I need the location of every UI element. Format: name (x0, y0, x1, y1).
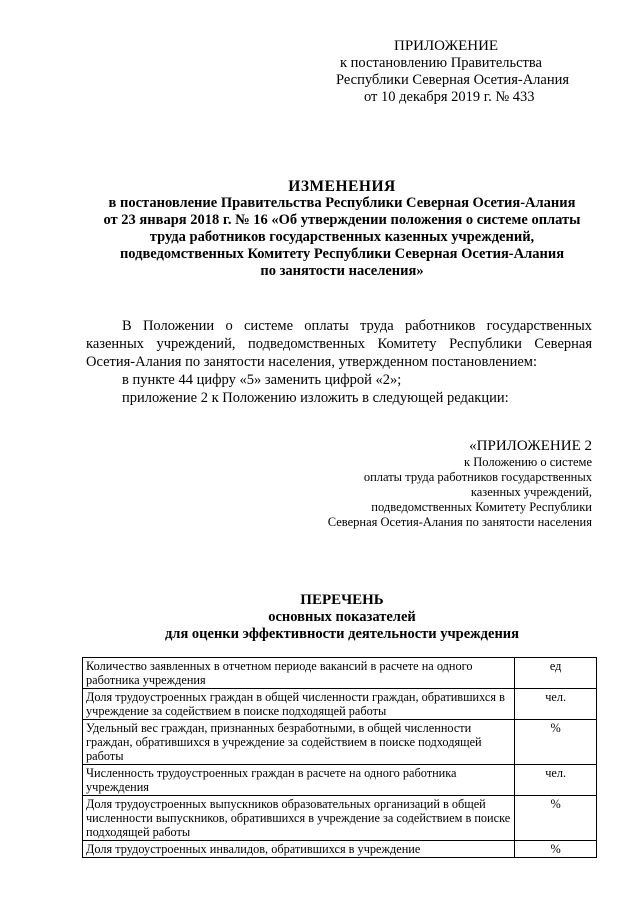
appendix-line: к постановлению Правительства (340, 55, 542, 71)
table-row (83, 720, 597, 765)
indicator-name: Доля трудоустроенных инвалидов, обратившихся в учреждение (83, 841, 515, 858)
indicator-unit: % (515, 796, 597, 841)
indicators-table (82, 657, 597, 858)
appendix2-line: казенных учреждений, (470, 485, 592, 499)
appendix2-line: оплаты труда работников государственных (363, 470, 592, 484)
body-item: в пункте 44 цифру «5» заменить цифрой «2»; (122, 372, 402, 388)
appendix2-line: к Положению о системе (464, 455, 592, 469)
changes-title-line: по занятости населения» (260, 263, 424, 279)
appendix-date-number: от 10 декабря 2019 г. № 433 (364, 89, 535, 105)
list-title-line: основных показателей (268, 609, 416, 625)
changes-heading: ИЗМЕНЕНИЯ (288, 178, 396, 195)
indicator-unit: чел. (515, 765, 597, 796)
appendix-header (336, 38, 586, 106)
table-row (83, 689, 597, 720)
indicator-unit: % (515, 720, 597, 765)
list-heading: ПЕРЕЧЕНЬ (300, 592, 384, 608)
appendix-title: ПРИЛОЖЕНИЕ (394, 38, 499, 54)
changes-title-line: от 23 января 2018 г. № 16 «Об утверждении положения о системе оплаты (103, 212, 581, 228)
table-row (83, 841, 597, 858)
indicator-name: Доля трудоустроенных граждан в общей численности граждан, обратившихся в учреждение за содействием в поиске подходящей работы (83, 689, 515, 720)
indicator-unit: чел. (515, 689, 597, 720)
changes-title-line: труда работников государственных казенных учреждений, (149, 229, 535, 245)
body-paragraph: В Положении о системе оплаты труда работников государственных казенных учреждений, подведомственных Комитету Республики Северная Осетия-Алания по занятости населения, утвержденном постановлением: (86, 318, 592, 370)
indicator-name: Удельный вес граждан, признанных безработными, в общей численности граждан, обратившихся в учреждение за содействием в поиске подходящей работы (83, 720, 515, 765)
table-row (83, 796, 597, 841)
appendix2-line: Северная Осетия-Алания по занятости населения (327, 515, 592, 529)
appendix2-line: подведомственных Комитету Республики (371, 500, 592, 514)
body-item: приложение 2 к Положению изложить в следующей редакции: (122, 390, 509, 406)
indicator-name: Доля трудоустроенных выпускников образовательных организаций в общей численности выпускников, обратившихся в учреждение за содействием в поиске подходящей работы (83, 796, 515, 841)
changes-title-line: подведомственных Комитету Республики Северная Осетия-Алания (119, 246, 565, 262)
body-text (86, 317, 592, 407)
table-row (83, 765, 597, 796)
indicator-unit: ед (515, 658, 597, 689)
appendix2-header (300, 438, 592, 530)
appendix2-title: «ПРИЛОЖЕНИЕ 2 (469, 438, 592, 454)
list-title (72, 592, 612, 643)
table-row (83, 658, 597, 689)
indicator-unit: % (515, 841, 597, 858)
indicator-name: Численность трудоустроенных граждан в расчете на одного работника учреждения (83, 765, 515, 796)
list-title-line: для оценки эффективности деятельности учреждения (164, 626, 520, 642)
changes-title (72, 178, 612, 280)
indicator-name: Количество заявленных в отчетном периоде вакансий в расчете на одного работника учреждения (83, 658, 515, 689)
changes-title-line: в постановление Правительства Республики Северная Осетия-Алания (108, 195, 576, 211)
appendix-line: Республики Северная Осетия-Алания (336, 72, 570, 88)
